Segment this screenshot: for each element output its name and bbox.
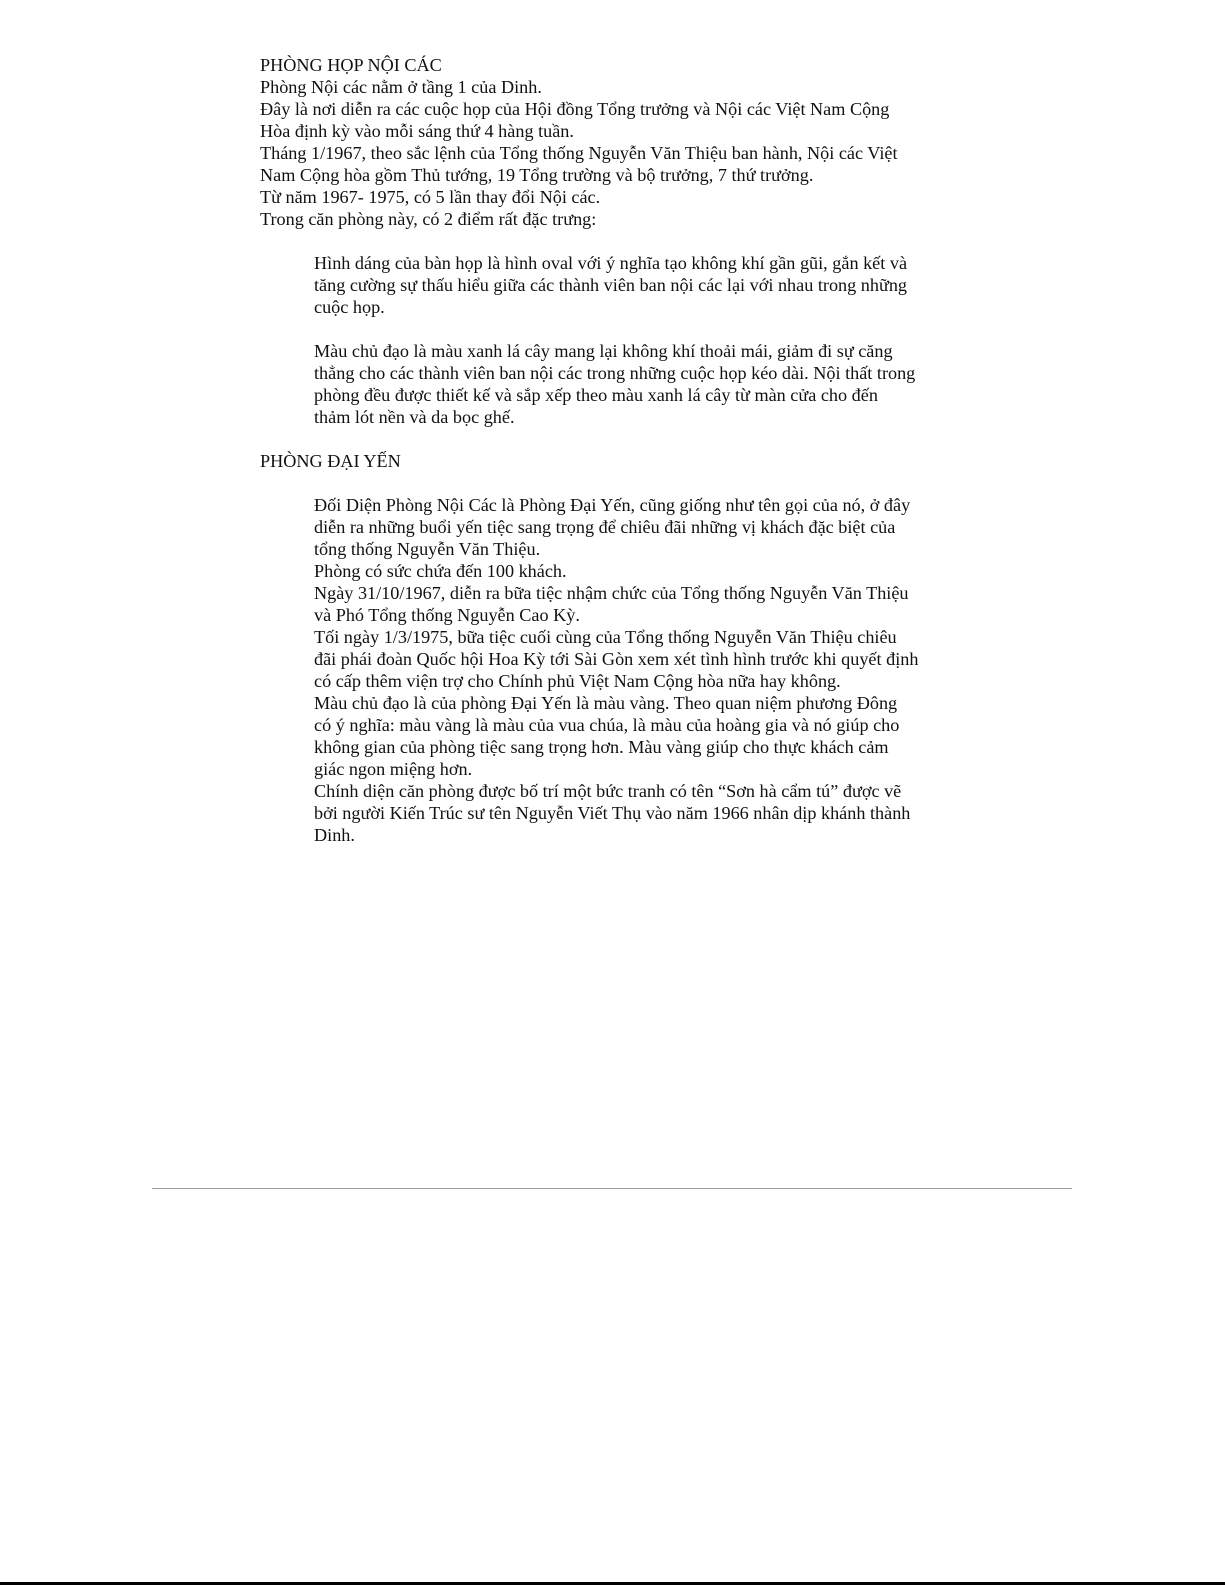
body-line: bởi người Kiến Trúc sư tên Nguyễn Viết Thụ vào năm 1966 nhân dịp khánh thành (314, 803, 911, 823)
section-heading-phong-hop-noi-cac: PHÒNG HỌP NỘI CÁC (260, 55, 442, 75)
body-line: Dinh. (314, 825, 355, 845)
body-line: có ý nghĩa: màu vàng là màu của vua chúa, là màu của hoàng gia và nó giúp cho (314, 715, 900, 735)
body-line: Trong căn phòng này, có 2 điểm rất đặc trưng: (260, 209, 597, 229)
body-line: Chính diện căn phòng được bố trí một bức tranh có tên “Sơn hà cẩm tú” được vẽ (314, 781, 902, 801)
body-line: phòng đều được thiết kế và sắp xếp theo màu xanh lá cây từ màn cửa cho đến (314, 385, 878, 405)
body-line: Hòa định kỳ vào mỗi sáng thứ 4 hàng tuần. (260, 121, 574, 141)
body-line: Từ năm 1967- 1975, có 5 lần thay đổi Nội các. (260, 187, 601, 207)
body-line: Ngày 31/10/1967, diễn ra bữa tiệc nhậm chức của Tổng thống Nguyễn Văn Thiệu (314, 583, 909, 603)
body-line: Màu chủ đạo là màu xanh lá cây mang lại không khí thoải mái, giảm đi sự căng (314, 341, 893, 361)
body-line: có cấp thêm viện trợ cho Chính phủ Việt Nam Cộng hòa nữa hay không. (314, 671, 841, 691)
body-line: tăng cường sự thấu hiểu giữa các thành viên ban nội các lại với nhau trong những (314, 275, 908, 295)
spacer (260, 472, 980, 494)
body-line: giác ngon miệng hơn. (314, 759, 473, 779)
body-line: đãi phái đoàn Quốc hội Hoa Kỳ tới Sài Gòn xem xét tình hình trước khi quyết định (314, 649, 919, 669)
point-oval-table (314, 252, 980, 318)
dai-yen-description (314, 494, 980, 846)
spacer (260, 428, 980, 450)
body-line: Màu chủ đạo là của phòng Đại Yến là màu vàng. Theo quan niệm phương Đông (314, 693, 898, 713)
body-line: không gian của phòng tiệc sang trọng hơn. Màu vàng giúp cho thực khách cảm (314, 737, 889, 757)
body-line: cuộc họp. (314, 297, 385, 317)
document-body (260, 54, 980, 846)
spacer (260, 230, 980, 252)
body-line: Đây là nơi diễn ra các cuộc họp của Hội đồng Tổng trưởng và Nội các Việt Nam Cộng (260, 99, 890, 119)
body-line: và Phó Tổng thống Nguyễn Cao Kỳ. (314, 605, 580, 625)
body-line: Phòng có sức chứa đến 100 khách. (314, 561, 567, 581)
body-line: Nam Cộng hòa gồm Thủ tướng, 19 Tổng trường và bộ trưởng, 7 thứ trưởng. (260, 165, 814, 185)
body-line: Hình dáng của bàn họp là hình oval với ý nghĩa tạo không khí gần gũi, gắn kết và (314, 253, 908, 273)
spacer (260, 318, 980, 340)
body-line: thẳng cho các thành viên ban nội các trong những cuộc họp kéo dài. Nội thất trong (314, 363, 916, 383)
page-divider (152, 1188, 1072, 1189)
body-line: Tháng 1/1967, theo sắc lệnh của Tổng thống Nguyễn Văn Thiệu ban hành, Nội các Việt (260, 143, 898, 163)
section-heading-phong-dai-yen: PHÒNG ĐẠI YẾN (260, 451, 401, 471)
body-line: Đối Diện Phòng Nội Các là Phòng Đại Yến, cũng giống như tên gọi của nó, ở đây (314, 495, 911, 515)
body-line: thảm lót nền và da bọc ghế. (314, 407, 515, 427)
point-green-color (314, 340, 980, 428)
body-line: tổng thống Nguyễn Văn Thiệu. (314, 539, 541, 559)
body-line: Tối ngày 1/3/1975, bữa tiệc cuối cùng của Tổng thống Nguyễn Văn Thiệu chiêu (314, 627, 897, 647)
body-line: diễn ra những buổi yến tiệc sang trọng để chiêu đãi những vị khách đặc biệt của (314, 517, 896, 537)
body-line: Phòng Nội các nằm ở tầng 1 của Dinh. (260, 77, 542, 97)
